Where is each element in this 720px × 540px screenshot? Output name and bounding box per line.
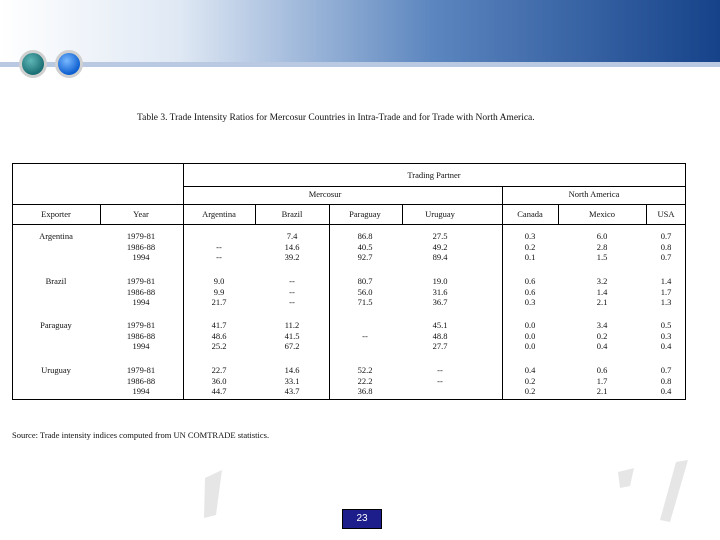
value-cell: 0.7 0.8 0.4 <box>660 365 672 396</box>
header-mercosur: Mercosur <box>308 189 342 199</box>
table-title: Table 3. Trade Intensity Ratios for Mercosur Countries in Intra-Trade and for Trade with North America. <box>137 113 535 123</box>
value-cell: -- -- <box>437 365 443 386</box>
exporter-label: Brazil <box>45 276 67 286</box>
col-paraguay: Paraguay <box>349 209 381 219</box>
year-cell: 1979-81 1986-88 1994 <box>126 365 156 396</box>
exporter-label: Uruguay <box>41 365 71 375</box>
value-cell: -- <box>362 330 368 341</box>
value-cell: 11.2 41.5 67.2 <box>284 320 300 351</box>
value-cell: 41.7 48.6 25.2 <box>211 320 227 351</box>
value-cell: 14.6 33.1 43.7 <box>284 365 300 396</box>
col-mexico: Mexico <box>589 209 615 219</box>
exporter-label: Argentina <box>39 231 73 241</box>
exporter-label: Paraguay <box>40 320 72 330</box>
col-brazil: Brazil <box>281 209 303 219</box>
year-cell: 1979-81 1986-88 1994 <box>126 231 156 262</box>
header-north-america: North America <box>568 189 620 199</box>
value-cell: -- -- <box>216 241 222 262</box>
col-usa: USA <box>657 209 675 219</box>
col-year: Year <box>133 209 149 219</box>
value-cell: 0.6 0.6 0.3 <box>524 276 536 307</box>
value-cell: 7.4 14.6 39.2 <box>284 231 300 262</box>
header-trading-partner: Trading Partner <box>407 170 461 180</box>
value-cell: 0.3 0.2 0.1 <box>524 231 536 262</box>
value-cell: 0.5 0.3 0.4 <box>660 320 672 351</box>
value-cell: 9.0 9.9 21.7 <box>211 276 227 307</box>
table-source-note: Source: Trade intensity indices computed from UN COMTRADE statistics. <box>12 430 270 440</box>
value-cell: 3.4 0.2 0.4 <box>596 320 608 351</box>
value-cell: 6.0 2.8 1.5 <box>596 231 608 262</box>
value-cell: -- -- -- <box>289 276 295 307</box>
year-cell: 1979-81 1986-88 1994 <box>126 276 156 307</box>
value-cell: 27.5 49.2 89.4 <box>432 231 448 262</box>
value-cell: 0.4 0.2 0.2 <box>524 365 536 396</box>
decorative-shape <box>618 468 634 488</box>
decorative-shape <box>660 460 688 522</box>
col-exporter: Exporter <box>41 209 71 219</box>
value-cell: 0.7 0.8 0.7 <box>660 231 672 262</box>
col-canada: Canada <box>517 209 543 219</box>
value-cell: 1.4 1.7 1.3 <box>660 276 672 307</box>
year-cell: 1979-81 1986-88 1994 <box>126 320 156 351</box>
value-cell: 0.0 0.0 0.0 <box>524 320 536 351</box>
value-cell: 52.2 22.2 36.8 <box>357 365 373 396</box>
col-argentina: Argentina <box>202 209 236 219</box>
value-cell: 86.8 40.5 92.7 <box>357 231 373 262</box>
value-cell: 45.1 48.8 27.7 <box>432 320 448 351</box>
col-uruguay: Uruguay <box>425 209 455 219</box>
decorative-shape <box>204 470 222 518</box>
value-cell: 3.2 1.4 2.1 <box>596 276 608 307</box>
value-cell: 22.7 36.0 44.7 <box>211 365 227 396</box>
value-cell: 80.7 56.0 71.5 <box>357 276 373 307</box>
page-number-badge: 23 <box>342 509 382 529</box>
value-cell: 0.6 1.7 2.1 <box>596 365 608 396</box>
value-cell: 19.0 31.6 36.7 <box>432 276 448 307</box>
